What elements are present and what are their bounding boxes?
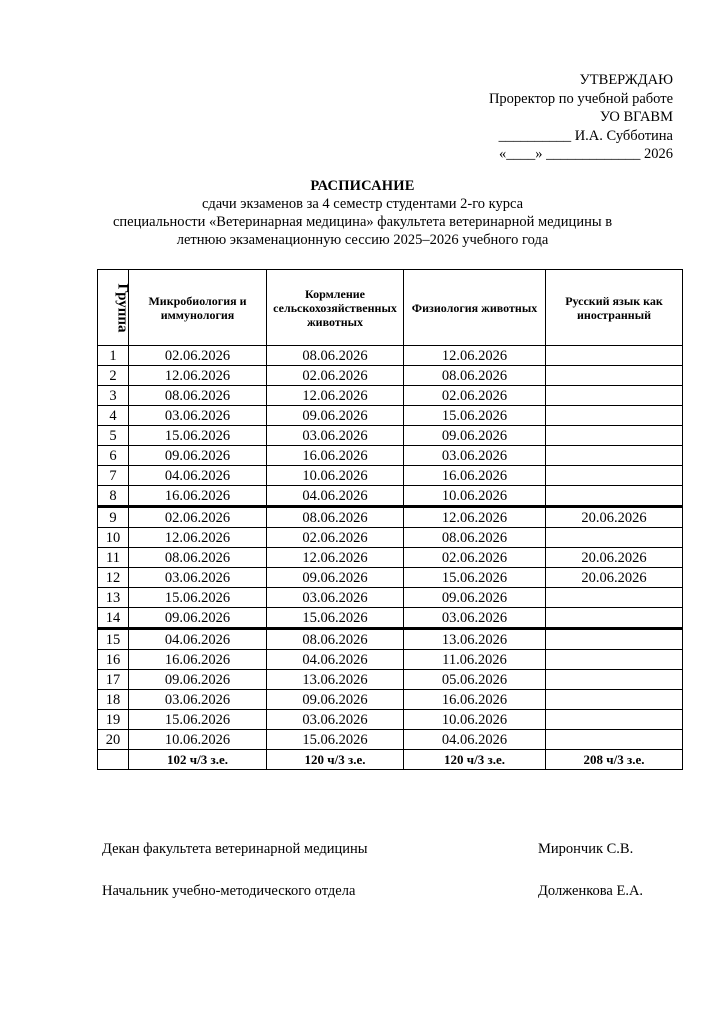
microbiology-cell: 04.06.2026 [129, 466, 267, 486]
group-cell: 7 [98, 466, 129, 486]
microbiology-cell: 12.06.2026 [129, 366, 267, 386]
table-row [98, 366, 683, 386]
feeding-cell: 03.06.2026 [267, 426, 404, 446]
total-cell: 102 ч/3 з.е. [129, 750, 267, 770]
russian-cell [546, 466, 683, 486]
physiology-cell: 10.06.2026 [404, 710, 546, 730]
physiology-cell: 12.06.2026 [404, 346, 546, 366]
microbiology-cell: 15.06.2026 [129, 426, 267, 446]
table-row [98, 608, 683, 629]
table-row [98, 548, 683, 568]
physiology-cell: 11.06.2026 [404, 650, 546, 670]
feeding-cell: 10.06.2026 [267, 466, 404, 486]
group-cell: 8 [98, 486, 129, 507]
feeding-cell: 13.06.2026 [267, 670, 404, 690]
table-row [98, 670, 683, 690]
head-role: Начальник учебно-методического отдела [102, 883, 356, 899]
microbiology-cell: 16.06.2026 [129, 650, 267, 670]
total-cell: 120 ч/3 з.е. [404, 750, 546, 770]
document-title: РАСПИСАНИЕ [310, 178, 415, 194]
russian-cell: 20.06.2026 [546, 548, 683, 568]
approval-title: УТВЕРЖДАЮ [579, 72, 673, 88]
physiology-cell: 09.06.2026 [404, 588, 546, 608]
approval-signature-line: __________ И.А. Субботина [498, 127, 673, 144]
physiology-cell: 04.06.2026 [404, 730, 546, 750]
total-cell: 208 ч/3 з.е. [546, 750, 683, 770]
table-row [98, 446, 683, 466]
physiology-cell: 16.06.2026 [404, 690, 546, 710]
group-cell: 18 [98, 690, 129, 710]
group-cell: 4 [98, 406, 129, 426]
feeding-cell: 08.06.2026 [267, 346, 404, 366]
group-cell: 2 [98, 366, 129, 386]
russian-cell [546, 446, 683, 466]
group-cell: 19 [98, 710, 129, 730]
approval-organization: УО ВГАВМ [599, 109, 673, 125]
russian-cell [546, 608, 683, 629]
table-row [98, 507, 683, 528]
approval-position: Проректор по учебной работе [488, 90, 673, 107]
russian-cell [546, 406, 683, 426]
microbiology-cell: 03.06.2026 [129, 690, 267, 710]
feeding-cell: 03.06.2026 [267, 710, 404, 730]
feeding-cell: 09.06.2026 [267, 568, 404, 588]
feeding-cell: 02.06.2026 [267, 366, 404, 386]
group-cell: 20 [98, 730, 129, 750]
russian-cell [546, 588, 683, 608]
microbiology-cell: 08.06.2026 [129, 386, 267, 406]
table-header-row [98, 270, 683, 346]
russian-cell [546, 670, 683, 690]
table-row [98, 629, 683, 650]
feeding-cell: 04.06.2026 [267, 650, 404, 670]
group-cell: 16 [98, 650, 129, 670]
microbiology-cell: 16.06.2026 [129, 486, 267, 507]
group-cell: 12 [98, 568, 129, 588]
feeding-cell: 08.06.2026 [267, 629, 404, 650]
feeding-cell: 09.06.2026 [267, 406, 404, 426]
physiology-cell: 15.06.2026 [404, 406, 546, 426]
russian-cell [546, 629, 683, 650]
table-row [98, 346, 683, 366]
russian-cell [546, 730, 683, 750]
physiology-cell: 16.06.2026 [404, 466, 546, 486]
group-cell: 11 [98, 548, 129, 568]
microbiology-cell: 15.06.2026 [129, 588, 267, 608]
heading-line-3: летнюю экзаменационную сессию 2025–2026 учебного года [176, 232, 549, 248]
russian-cell [546, 650, 683, 670]
total-cell [98, 750, 129, 770]
approval-date-line: «____» _____________ 2026 [499, 146, 673, 162]
group-cell: 14 [98, 608, 129, 629]
group-cell: 5 [98, 426, 129, 446]
table-row [98, 710, 683, 730]
microbiology-cell: 03.06.2026 [129, 568, 267, 588]
table-row [98, 588, 683, 608]
header-group: Группа [98, 270, 129, 346]
russian-cell [546, 528, 683, 548]
header-feeding: Кормление сельскохозяйственных животных [267, 270, 404, 346]
group-cell: 10 [98, 528, 129, 548]
heading-line-2: специальности «Ветеринарная медицина» факультета ветеринарной медицины в [112, 214, 613, 230]
russian-cell [546, 426, 683, 446]
physiology-cell: 12.06.2026 [404, 507, 546, 528]
group-cell: 1 [98, 346, 129, 366]
heading-line-1: сдачи экзаменов за 4 семестр студентами 2-го курса [201, 196, 524, 212]
document-heading [0, 177, 725, 249]
table-row [98, 486, 683, 507]
exam-schedule-table [97, 269, 683, 770]
microbiology-cell: 02.06.2026 [129, 346, 267, 366]
feeding-cell: 09.06.2026 [267, 690, 404, 710]
table-row [98, 386, 683, 406]
physiology-cell: 03.06.2026 [404, 446, 546, 466]
microbiology-cell: 02.06.2026 [129, 507, 267, 528]
microbiology-cell: 15.06.2026 [129, 710, 267, 730]
russian-cell [546, 710, 683, 730]
russian-cell [546, 386, 683, 406]
physiology-cell: 03.06.2026 [404, 608, 546, 629]
physiology-cell: 13.06.2026 [404, 629, 546, 650]
microbiology-cell: 09.06.2026 [129, 670, 267, 690]
table-row [98, 690, 683, 710]
table-row [98, 568, 683, 588]
table-row [98, 426, 683, 446]
feeding-cell: 12.06.2026 [267, 386, 404, 406]
approval-block [489, 71, 673, 164]
feeding-cell: 02.06.2026 [267, 528, 404, 548]
table-row [98, 466, 683, 486]
table-row [98, 730, 683, 750]
russian-cell: 20.06.2026 [546, 507, 683, 528]
feeding-cell: 04.06.2026 [267, 486, 404, 507]
russian-cell [546, 486, 683, 507]
physiology-cell: 15.06.2026 [404, 568, 546, 588]
physiology-cell: 02.06.2026 [404, 548, 546, 568]
physiology-cell: 09.06.2026 [404, 426, 546, 446]
feeding-cell: 12.06.2026 [267, 548, 404, 568]
physiology-cell: 02.06.2026 [404, 386, 546, 406]
physiology-cell: 05.06.2026 [404, 670, 546, 690]
microbiology-cell: 09.06.2026 [129, 608, 267, 629]
microbiology-cell: 12.06.2026 [129, 528, 267, 548]
microbiology-cell: 09.06.2026 [129, 446, 267, 466]
group-cell: 15 [98, 629, 129, 650]
physiology-cell: 08.06.2026 [404, 528, 546, 548]
group-cell: 3 [98, 386, 129, 406]
group-cell: 9 [98, 507, 129, 528]
header-microbiology: Микробиология и иммунология [129, 270, 267, 346]
russian-cell [546, 346, 683, 366]
table-row [98, 650, 683, 670]
total-cell: 120 ч/3 з.е. [267, 750, 404, 770]
dean-name: Мирончик С.В. [538, 841, 634, 857]
feeding-cell: 03.06.2026 [267, 588, 404, 608]
physiology-cell: 10.06.2026 [404, 486, 546, 507]
feeding-cell: 15.06.2026 [267, 608, 404, 629]
russian-cell [546, 690, 683, 710]
header-russian: Русский язык как иностранный [546, 270, 683, 346]
microbiology-cell: 04.06.2026 [129, 629, 267, 650]
russian-cell: 20.06.2026 [546, 568, 683, 588]
group-cell: 6 [98, 446, 129, 466]
head-name: Долженкова Е.А. [538, 883, 644, 899]
header-physiology: Физиология животных [404, 270, 546, 346]
russian-cell [546, 366, 683, 386]
group-cell: 13 [98, 588, 129, 608]
totals-row [98, 750, 683, 770]
dean-role: Декан факультета ветеринарной медицины [102, 841, 368, 857]
microbiology-cell: 03.06.2026 [129, 406, 267, 426]
physiology-cell: 08.06.2026 [404, 366, 546, 386]
feeding-cell: 16.06.2026 [267, 446, 404, 466]
group-cell: 17 [98, 670, 129, 690]
microbiology-cell: 10.06.2026 [129, 730, 267, 750]
microbiology-cell: 08.06.2026 [129, 548, 267, 568]
feeding-cell: 15.06.2026 [267, 730, 404, 750]
table-row [98, 406, 683, 426]
feeding-cell: 08.06.2026 [267, 507, 404, 528]
table-row [98, 528, 683, 548]
